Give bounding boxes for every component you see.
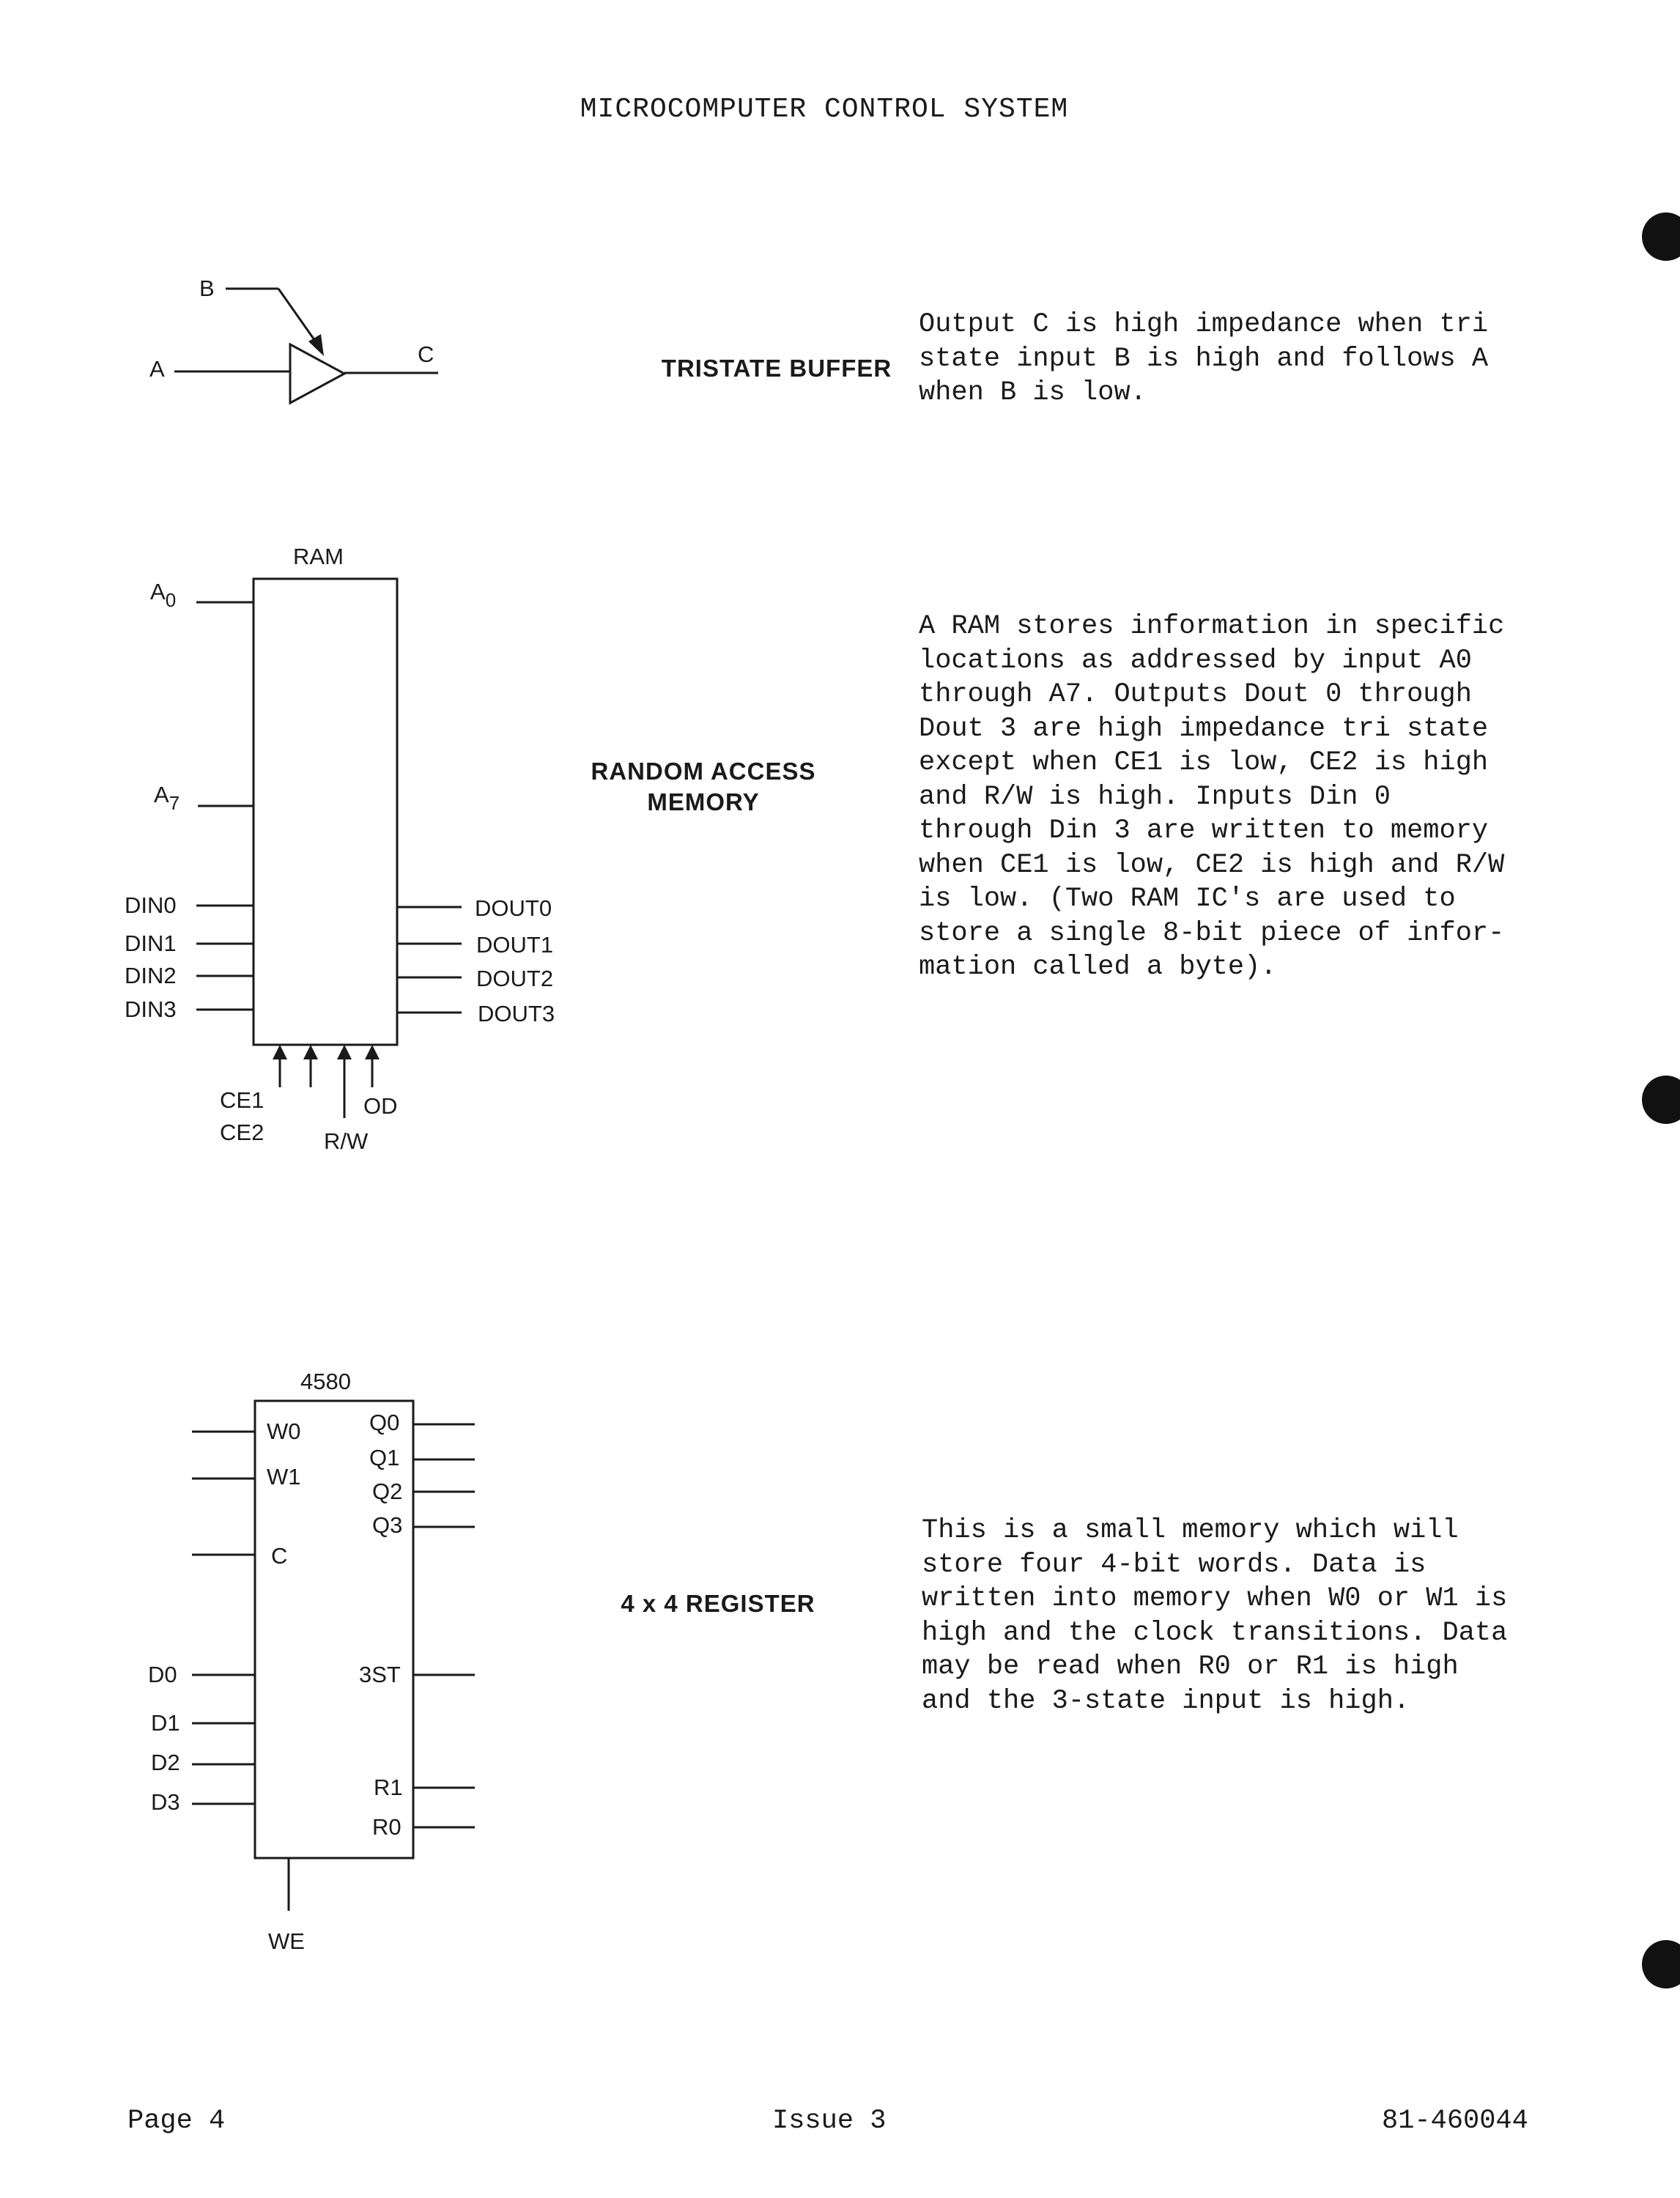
tristate-buffer-diagram — [0, 0, 513, 454]
footer-issue: Issue 3 — [772, 2106, 887, 2136]
dout0-label: DOUT0 — [475, 895, 552, 921]
register-description: This is a small memory which will store four 4-bit words. Data is written into memory when W0 or W1 is high and the clock transitions. Data may be read when R0 or R1 is high and the 3-state input is high. — [922, 1515, 1508, 1717]
ram-label — [535, 756, 872, 818]
pin-b-label: B — [199, 275, 215, 301]
register-label: 4 x 4 REGISTER — [621, 1590, 815, 1617]
tristate-buffer-description: Output C is high impedance when tri state input B is high and follows A when B is low. — [919, 309, 1489, 408]
q0-label: Q0 — [369, 1410, 400, 1435]
ram-label-line2: MEMORY — [647, 788, 760, 815]
ram-diagram — [0, 513, 659, 1246]
d0-label: D0 — [148, 1662, 177, 1687]
pin-a7-label: $A_7$ — [154, 782, 180, 814]
3st-label: 3ST — [359, 1662, 401, 1687]
r0-label: R0 — [372, 1814, 402, 1840]
pin-a-label: A — [149, 356, 165, 382]
pin-c-label: C — [418, 341, 434, 367]
register-diagram — [0, 1348, 586, 1949]
footer-page: Page 4 — [127, 2106, 226, 2136]
od-label: OD — [363, 1093, 398, 1119]
din2-label: DIN2 — [125, 963, 177, 988]
din0-label: DIN0 — [125, 892, 177, 918]
pin-clock-label: C — [271, 1543, 288, 1569]
binder-hole — [1642, 212, 1680, 261]
q2-label: Q2 — [372, 1479, 403, 1504]
pin-w1-label: W1 — [267, 1464, 301, 1490]
ram-description: A RAM stores information in specific locations as addressed by input A0 through A7. Outputs Dout 0 through Dout 3 are high impedance tri state except when CE1 is low, CE2 is high and R/W is high. Inputs Din 0 through Din 3 are written to memory when CE1 is low, CE2 is high and R/W is low. (Two RAM IC's are used to store a single 8-bit piece of infor- mation called a byte). — [919, 611, 1505, 983]
d3-label: D3 — [151, 1789, 180, 1815]
ram-label-line1: RANDOM ACCESS — [591, 758, 816, 785]
ce1-label: CE1 — [220, 1087, 264, 1113]
d2-label: D2 — [151, 1750, 180, 1775]
we-label: WE — [268, 1928, 305, 1949]
binder-hole — [1642, 1940, 1680, 1988]
din1-label: DIN1 — [125, 930, 177, 956]
footer-doc-number: 81-460044 — [1382, 2106, 1528, 2136]
q3-label: Q3 — [372, 1512, 403, 1538]
r1-label: R1 — [374, 1775, 403, 1800]
page-header: MICROCOMPUTER CONTROL SYSTEM — [580, 94, 1069, 125]
d1-label: D1 — [151, 1710, 180, 1736]
dout2-label: DOUT2 — [476, 966, 554, 991]
din3-label: DIN3 — [125, 996, 177, 1022]
ce2-label: CE2 — [220, 1120, 264, 1145]
pin-a0-label: $A_0$ — [150, 579, 177, 611]
ram-chip-title: RAM — [293, 544, 344, 569]
binder-hole — [1642, 1076, 1680, 1124]
register-chip-title: 4580 — [300, 1369, 351, 1394]
q1-label: Q1 — [369, 1445, 400, 1470]
tristate-buffer-label: TRISTATE BUFFER — [661, 355, 892, 382]
rw-label: R/W — [324, 1128, 369, 1154]
dout3-label: DOUT3 — [478, 1001, 555, 1026]
pin-w0-label: W0 — [267, 1418, 301, 1444]
dout1-label: DOUT1 — [476, 932, 554, 958]
